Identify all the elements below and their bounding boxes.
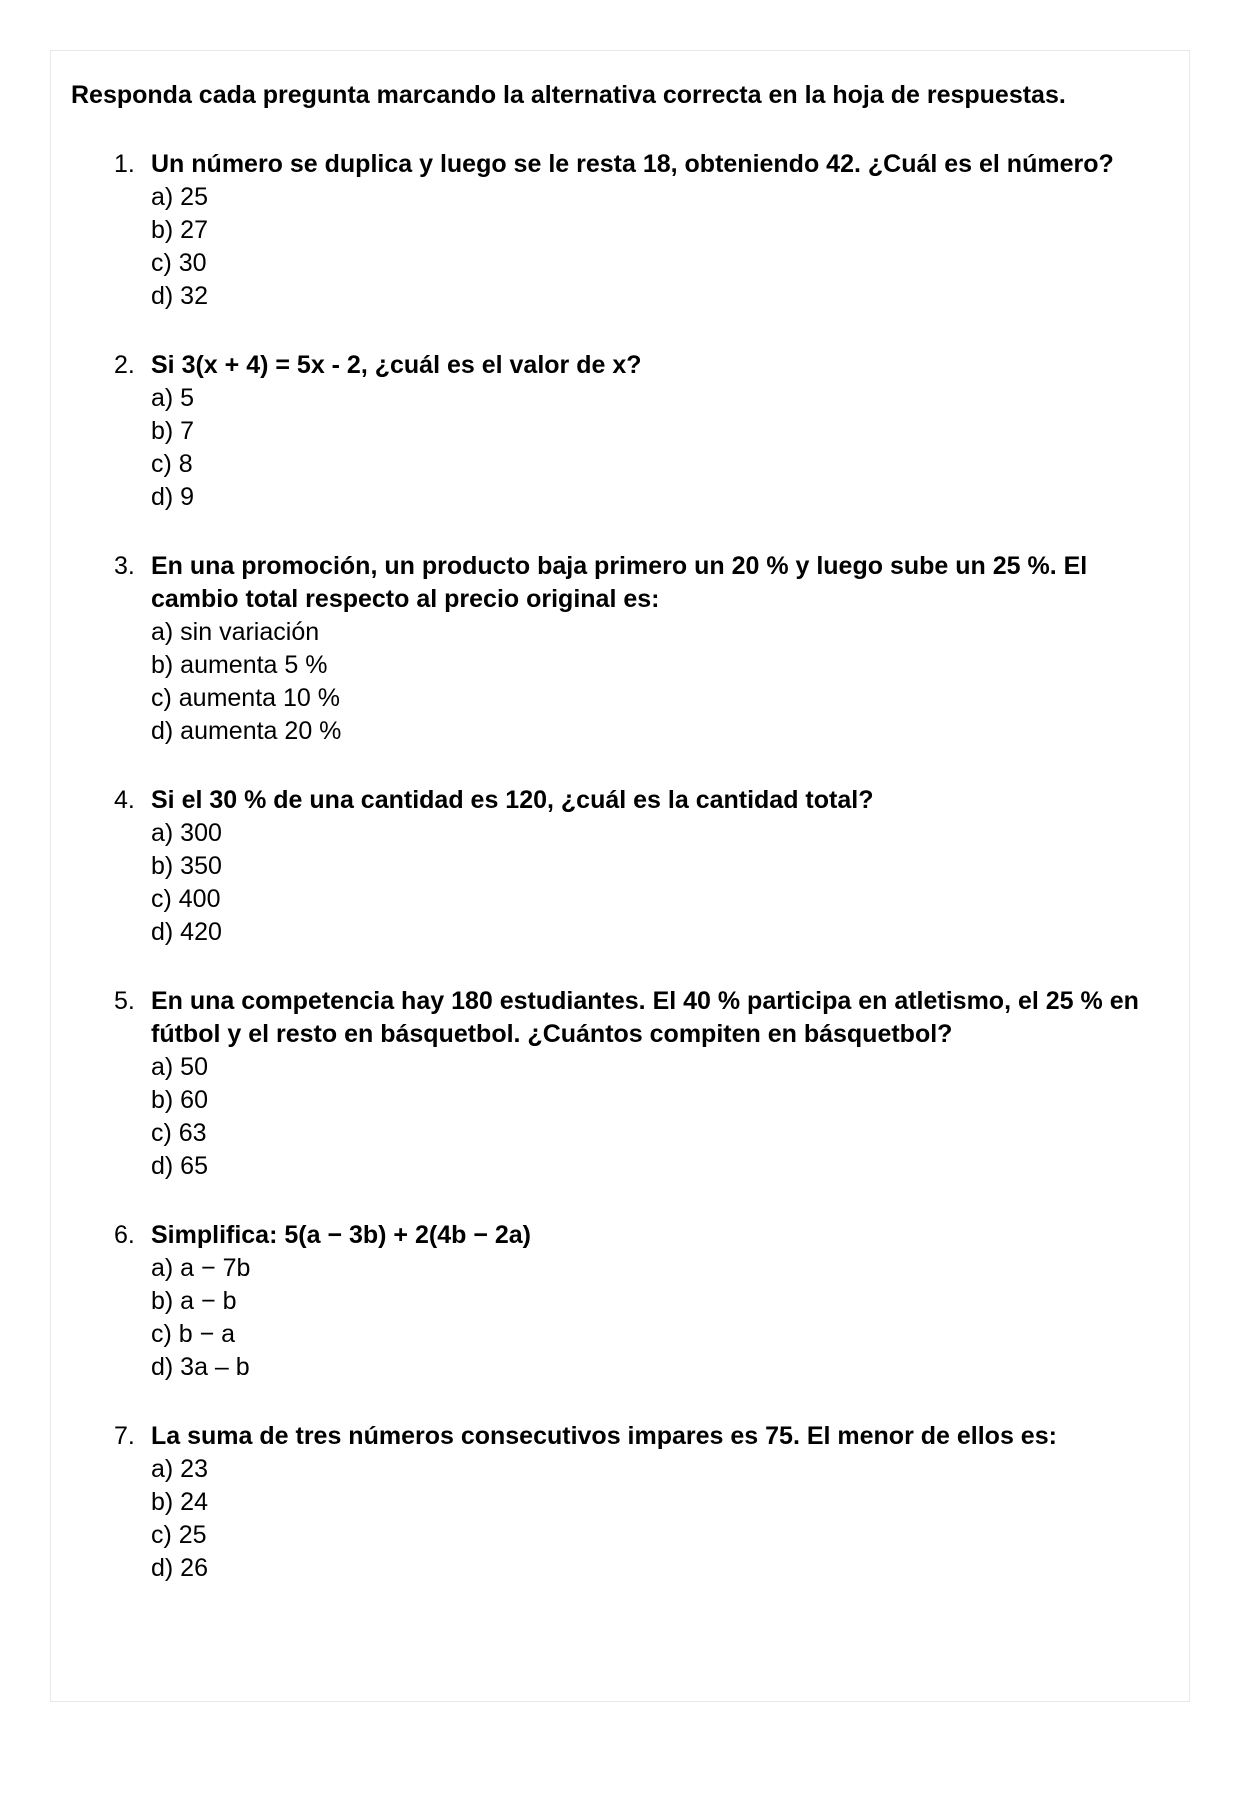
question-head — [114, 550, 1169, 616]
question-block — [71, 1420, 1169, 1585]
option-line: c) 30 — [151, 249, 207, 277]
option-line: c) 63 — [151, 1119, 207, 1147]
option-line: c) 8 — [151, 450, 193, 478]
question-head — [114, 985, 1169, 1051]
option-line: c) 25 — [151, 1521, 207, 1549]
option-line: d) 3a – b — [151, 1353, 250, 1381]
question-text: Simplifica: 5(a − 3b) + 2(4b − 2a) — [151, 1221, 532, 1249]
option-line: b) 60 — [151, 1086, 208, 1114]
option-line: d) 65 — [151, 1152, 208, 1180]
question-block — [71, 349, 1169, 514]
question-head — [114, 349, 1169, 382]
option-line: d) 32 — [151, 282, 208, 310]
question-head — [114, 1420, 1169, 1453]
option-line: a) sin variación — [151, 618, 320, 646]
option-line: c) aumenta 10 % — [151, 684, 340, 712]
question-text: En una competencia hay 180 estudiantes. El 40 % participa en atletismo, el 25 % en fútbol y el resto en básquetbol. ¿Cuántos compiten en básquetbol? — [151, 987, 1139, 1048]
question-number: 2. — [114, 351, 135, 379]
question-text: La suma de tres números consecutivos impares es 75. El menor de ellos es: — [151, 1422, 1057, 1450]
option-line: b) 7 — [151, 417, 195, 445]
question-block — [71, 784, 1169, 949]
question-number: 4. — [114, 786, 135, 814]
question-number: 6. — [114, 1221, 135, 1249]
options-list — [151, 1252, 1169, 1384]
question-text: Un número se duplica y luego se le resta 18, obteniendo 42. ¿Cuál es el número? — [151, 150, 1114, 178]
question-block — [71, 985, 1169, 1183]
question-head — [114, 148, 1169, 181]
options-list — [151, 382, 1169, 514]
option-line: c) b − a — [151, 1320, 236, 1348]
option-line: d) aumenta 20 % — [151, 717, 342, 745]
question-head — [114, 784, 1169, 817]
option-line: b) 350 — [151, 852, 222, 880]
option-line: a) 5 — [151, 384, 195, 412]
option-line: b) 24 — [151, 1488, 208, 1516]
question-head — [114, 1219, 1169, 1252]
option-line: d) 26 — [151, 1554, 208, 1582]
option-line: a) a − 7b — [151, 1254, 251, 1282]
option-line: b) 27 — [151, 216, 208, 244]
question-block — [71, 148, 1169, 313]
instruction-text: Responda cada pregunta marcando la alternativa correcta en la hoja de respuestas. — [71, 81, 1066, 109]
option-line: b) aumenta 5 % — [151, 651, 328, 679]
option-line: d) 420 — [151, 918, 222, 946]
option-line: d) 9 — [151, 483, 195, 511]
question-number: 7. — [114, 1422, 135, 1450]
option-line: a) 50 — [151, 1053, 208, 1081]
option-line: b) a − b — [151, 1287, 237, 1315]
question-number: 5. — [114, 987, 135, 1015]
question-block — [71, 550, 1169, 748]
options-list — [151, 817, 1169, 949]
option-line: c) 400 — [151, 885, 221, 913]
options-list — [151, 1453, 1169, 1585]
option-line: a) 23 — [151, 1455, 208, 1483]
options-list — [151, 1051, 1169, 1183]
question-number: 3. — [114, 552, 135, 580]
questions-list — [71, 148, 1169, 1585]
question-block — [71, 1219, 1169, 1384]
option-line: a) 300 — [151, 819, 222, 847]
options-list — [151, 616, 1169, 748]
question-text: Si 3(x + 4) = 5x - 2, ¿cuál es el valor de x? — [151, 351, 642, 379]
options-list — [151, 181, 1169, 313]
question-text: Si el 30 % de una cantidad es 120, ¿cuál es la cantidad total? — [151, 786, 874, 814]
option-line: a) 25 — [151, 183, 208, 211]
question-number: 1. — [114, 150, 135, 178]
question-text: En una promoción, un producto baja primero un 20 % y luego sube un 25 %. El cambio total respecto al precio original es: — [151, 552, 1088, 613]
page-card — [50, 50, 1190, 1702]
